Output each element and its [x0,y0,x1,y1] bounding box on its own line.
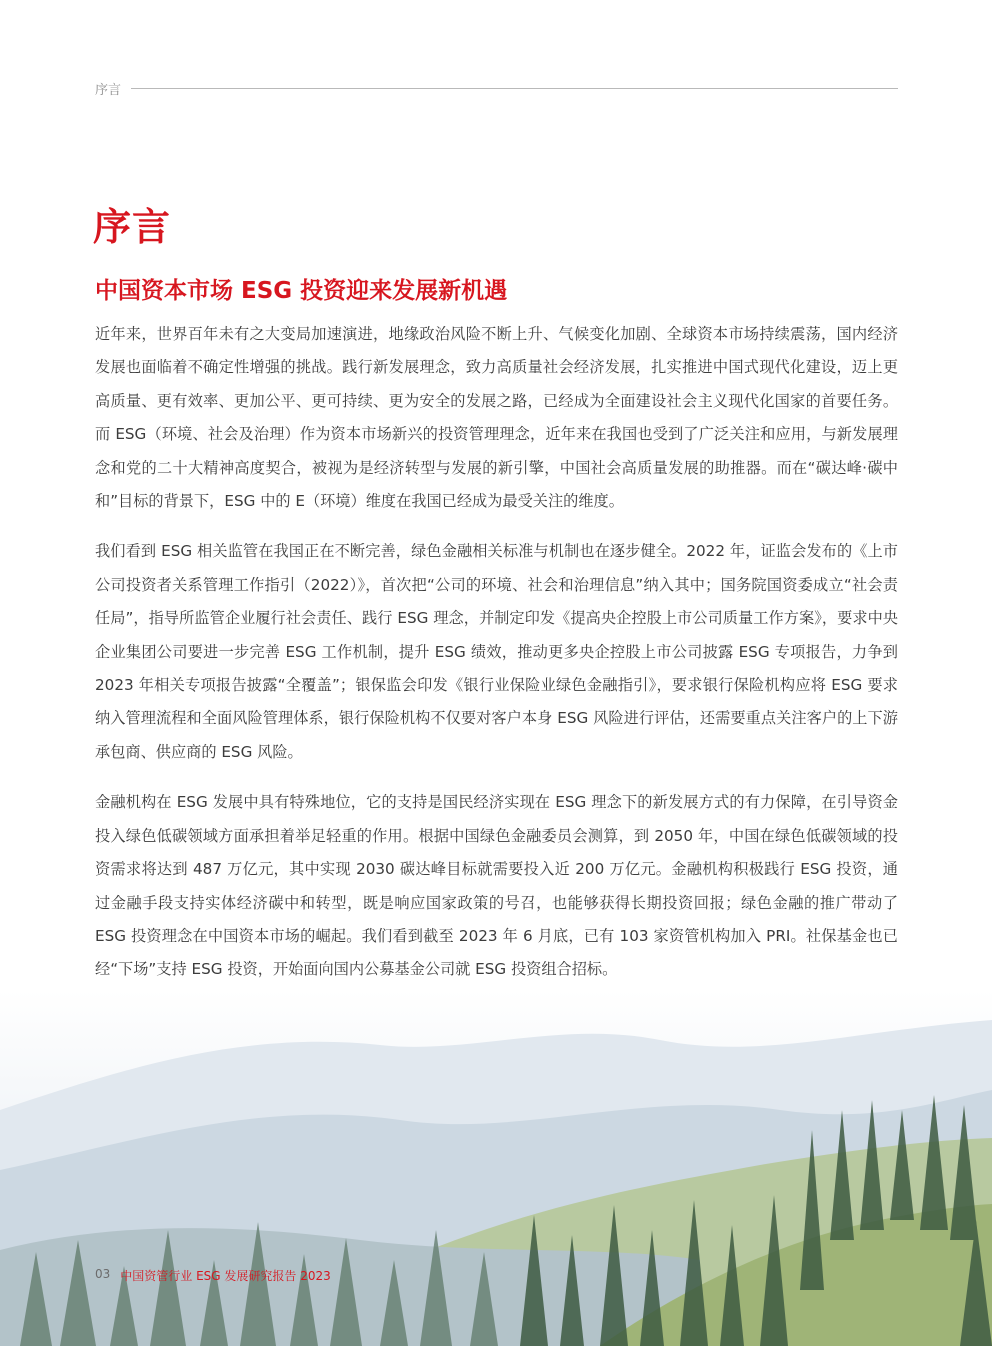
page-title: 序言 [93,205,172,249]
section-subtitle: 中国资本市场 ESG 投资迎来发展新机遇 [95,278,508,304]
paragraph: 金融机构在 ESG 发展中具有特殊地位，它的支持是国民经济实现在 ESG 理念下的新发展方式的有力保障，在引导资金投入绿色低碳领域方面承担着举足轻重的作用。根据中国绿色金融委员会测算，到 2050 年，中国在绿色低碳领域的投资需求将达到 487 万亿元，其中实现 2030 碳达峰目标就需要投入近 200 万亿元。金融机构积极践行 ESG 投资，通过金融手段支持实体经济碳中和转型，既是响应国家政策的号召，也能够获得长期投资回报；绿色金融的推广带动了 ESG 投资理念在中国资本市场的崛起。我们看到截至 2023 年 6 月底，已有 103 家资管机构加入 PRI。社保基金也已经“下场”支持 ESG 投资，开始面向国内公募基金公司就 ESG 投资组合招标。 [95,793,898,979]
report-title: 中国资管行业 ESG 发展研究报告 2023 [120,1269,331,1283]
section-label: 序言 [95,82,122,98]
mountain-forest-background [0,990,992,1346]
header-divider [131,88,898,89]
running-header [95,78,898,98]
page-number: 03 [95,1267,111,1281]
page-footer [95,1267,331,1284]
body-text [95,318,898,1004]
paragraph: 近年来，世界百年未有之大变局加速演进，地缘政治风险不断上升、气候变化加剧、全球资本市场持续震荡，国内经济发展也面临着不确定性增强的挑战。践行新发展理念，致力高质量社会经济发展，扎实推进中国式现代化建设，迈上更高质量、更有效率、更加公平、更可持续、更为安全的发展之路，已经成为全面建设社会主义现代化国家的首要任务。而 ESG（环境、社会及治理）作为资本市场新兴的投资管理理念，近年来在我国也受到了广泛关注和应用，与新发展理念和党的二十大精神高度契合，被视为是经济转型与发展的新引擎，中国社会高质量发展的助推器。而在“碳达峰·碳中和”目标的背景下，ESG 中的 E（环境）维度在我国已经成为最受关注的维度。 [95,325,898,511]
paragraph: 我们看到 ESG 相关监管在我国正在不断完善，绿色金融相关标准与机制也在逐步健全。2022 年，证监会发布的《上市公司投资者关系管理工作指引（2022）》，首次把“公司的环境、社会和治理信息”纳入其中；国务院国资委成立“社会责任局”，指导所监管企业履行社会责任、践行 ESG 理念，并制定印发《提高央企控股上市公司质量工作方案》，要求中央企业集团公司要进一步完善 ESG 工作机制，提升 ESG 绩效，推动更多央企控股上市公司披露 ESG 专项报告，力争到 2023 年相关专项报告披露“全覆盖”；银保监会印发《银行业保险业绿色金融指引》，要求银行保险机构应将 ESG 要求纳入管理流程和全面风险管理体系，银行保险机构不仅要对客户本身 ESG 风险进行评估，还需要重点关注客户的上下游承包商、供应商的 ESG 风险。 [95,542,898,761]
